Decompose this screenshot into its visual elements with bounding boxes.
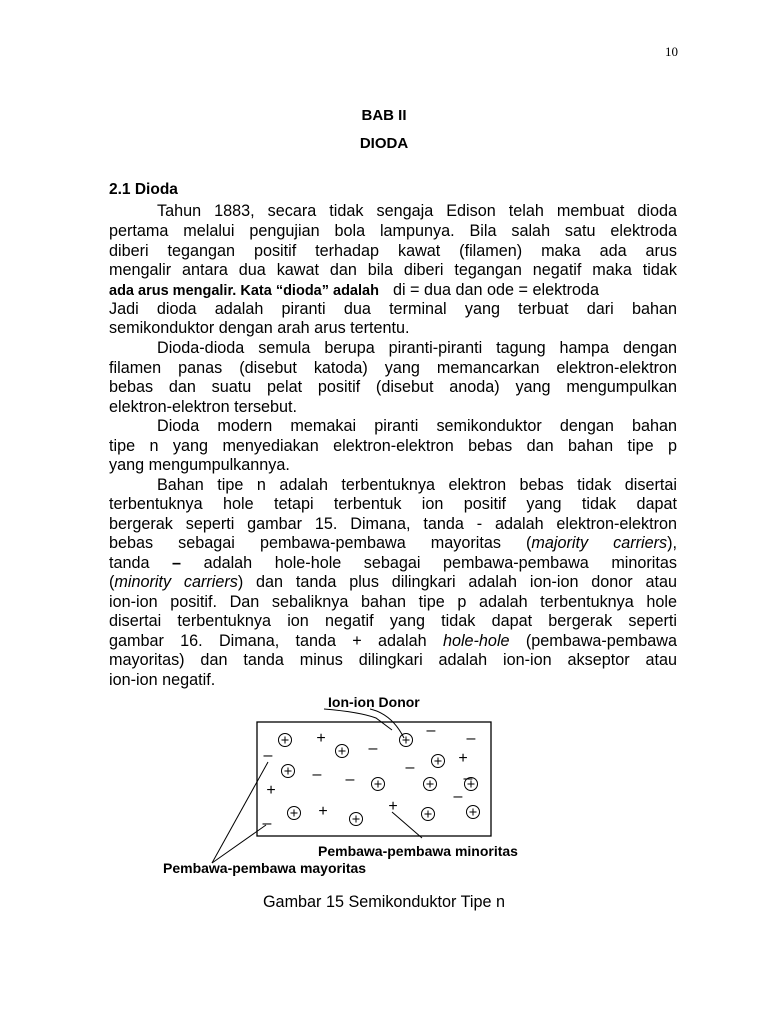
electron-symbol: – bbox=[312, 766, 322, 783]
donor-ion bbox=[336, 745, 349, 758]
donor-ion bbox=[424, 778, 437, 791]
donor-ion bbox=[467, 806, 480, 819]
etymology-text: di = dua dan ode = elektroda bbox=[392, 281, 600, 299]
text-run: bebas sebagai pembawa-pembawa mayoritas ( bbox=[109, 534, 532, 552]
paragraph-1-line: Jadi dioda adalah piranti dua terminal yang terbuat dari bahan bbox=[109, 300, 677, 318]
paragraph-4-line: disertai terbentuknya ion negatif yang tidak dapat bergerak seperti bbox=[109, 612, 677, 630]
donor-ion bbox=[282, 765, 295, 778]
italic-term: hole-hole bbox=[442, 632, 510, 650]
label-majority-carriers: Pembawa-pembawa mayoritas bbox=[163, 860, 367, 876]
text-run: ( bbox=[109, 573, 115, 591]
paragraph-1-line: semikonduktor dengan arah arus tertentu. bbox=[109, 319, 410, 337]
donor-ion bbox=[422, 808, 435, 821]
hole-symbol: + bbox=[318, 803, 328, 820]
text-run: ), bbox=[667, 534, 678, 552]
figure-caption: Gambar 15 Semikonduktor Tipe n bbox=[262, 893, 506, 911]
text-run: tanda bbox=[109, 554, 173, 572]
page-number: 10 bbox=[665, 44, 678, 59]
electron-symbol: – bbox=[426, 722, 436, 739]
paragraph-4-line: ion-ion positif. Dan sebaliknya bahan tipe p adalah terbentuknya hole bbox=[109, 593, 677, 611]
pointer-minority bbox=[392, 812, 422, 838]
paragraph-1-line: pertama melalui pengujian bola lampunya. Bila salah satu elektroda bbox=[109, 222, 677, 240]
electron-symbol: – bbox=[262, 815, 272, 832]
pointer-donor-right bbox=[370, 709, 404, 738]
italic-term: majority carriers bbox=[531, 534, 668, 552]
pointer-donor-left bbox=[324, 709, 392, 730]
paragraph-2-line: filamen panas (disebut katoda) yang memancarkan elektron-elektron bbox=[109, 359, 677, 377]
electron-symbol: – bbox=[345, 771, 355, 788]
paragraph-4-line: bergerak seperti gambar 15. Dimana, tanda - adalah elektron-elektron bbox=[109, 515, 677, 533]
electron-symbol: – bbox=[463, 770, 473, 787]
donor-ion bbox=[372, 778, 385, 791]
electron-symbol: – bbox=[263, 747, 273, 764]
paragraph-4-line: ion-ion negatif. bbox=[109, 671, 216, 689]
electron-symbol: – bbox=[405, 759, 415, 776]
paragraph-2-line: Dioda-dioda semula berupa piranti-piranti tagung hampa dengan bbox=[157, 339, 677, 357]
text-run: (pembawa-pembawa bbox=[509, 632, 677, 650]
chapter-label: BAB II bbox=[361, 107, 407, 124]
bold-dash: – bbox=[172, 554, 182, 572]
italic-term: minority carriers bbox=[114, 573, 238, 591]
chapter-title: DIODA bbox=[359, 135, 409, 152]
paragraph-3-line: Dioda modern memakai piranti semikonduktor dengan bahan bbox=[157, 417, 677, 435]
electron-symbol: – bbox=[368, 740, 378, 757]
donor-ion bbox=[279, 734, 292, 747]
hole-symbol: + bbox=[316, 730, 326, 747]
donor-ion bbox=[350, 813, 363, 826]
paragraph-3-line: tipe n yang menyediakan elektron-elektron bebas dan bahan tipe p bbox=[109, 437, 677, 455]
electron-symbol: – bbox=[453, 788, 463, 805]
label-ion-donor: Ion-ion Donor bbox=[328, 694, 420, 710]
section-heading: 2.1 Dioda bbox=[109, 181, 178, 198]
text-run: adalah hole-hole sebagai pembawa-pembawa minoritas bbox=[181, 554, 677, 572]
donor-ion bbox=[432, 755, 445, 768]
paragraph-2-line: bebas dan suatu pelat positif (disebut anoda) yang mengumpulkan bbox=[109, 378, 677, 396]
hole-symbol: + bbox=[266, 782, 276, 799]
text-run: gambar 16. Dimana, tanda + adalah bbox=[109, 632, 443, 650]
pointer-majority-1 bbox=[212, 762, 268, 863]
bold-phrase: ada arus mengalir. Kata “dioda” adalah bbox=[109, 283, 379, 299]
paragraph-2-line: elektron-elektron tersebut. bbox=[109, 398, 298, 416]
donor-ion bbox=[288, 807, 301, 820]
hole-symbol: + bbox=[388, 798, 398, 815]
paragraph-4-line: Bahan tipe n adalah terbentuknya elektron bebas tidak disertai bbox=[157, 476, 677, 494]
paragraph-1-line: mengalir antara dua kawat dan bila diberi tegangan negatif maka tidak bbox=[109, 261, 677, 279]
donor-ion bbox=[400, 734, 413, 747]
label-minority-carriers: Pembawa-pembawa minoritas bbox=[318, 843, 518, 859]
text-run: ) dan tanda plus dilingkari adalah ion-ion donor atau bbox=[237, 573, 678, 591]
electron-symbol: – bbox=[466, 730, 476, 747]
paragraph-4-line: terbentuknya hole tetapi terbentuk ion positif yang tidak dapat bbox=[109, 495, 677, 513]
paragraph-1-line: diberi tegangan positif terhadap kawat (filamen) maka ada arus bbox=[109, 242, 677, 260]
paragraph-1-line: Tahun 1883, secara tidak sengaja Edison telah membuat dioda bbox=[157, 202, 677, 220]
paragraph-4-line: mayoritas) dan tanda minus dilingkari adalah ion-ion akseptor atau bbox=[109, 651, 677, 669]
pointer-majority-2 bbox=[212, 825, 266, 863]
donor-ions bbox=[279, 734, 480, 826]
paragraph-3-line: yang mengumpulkannya. bbox=[109, 456, 290, 474]
hole-symbol: + bbox=[458, 750, 468, 767]
